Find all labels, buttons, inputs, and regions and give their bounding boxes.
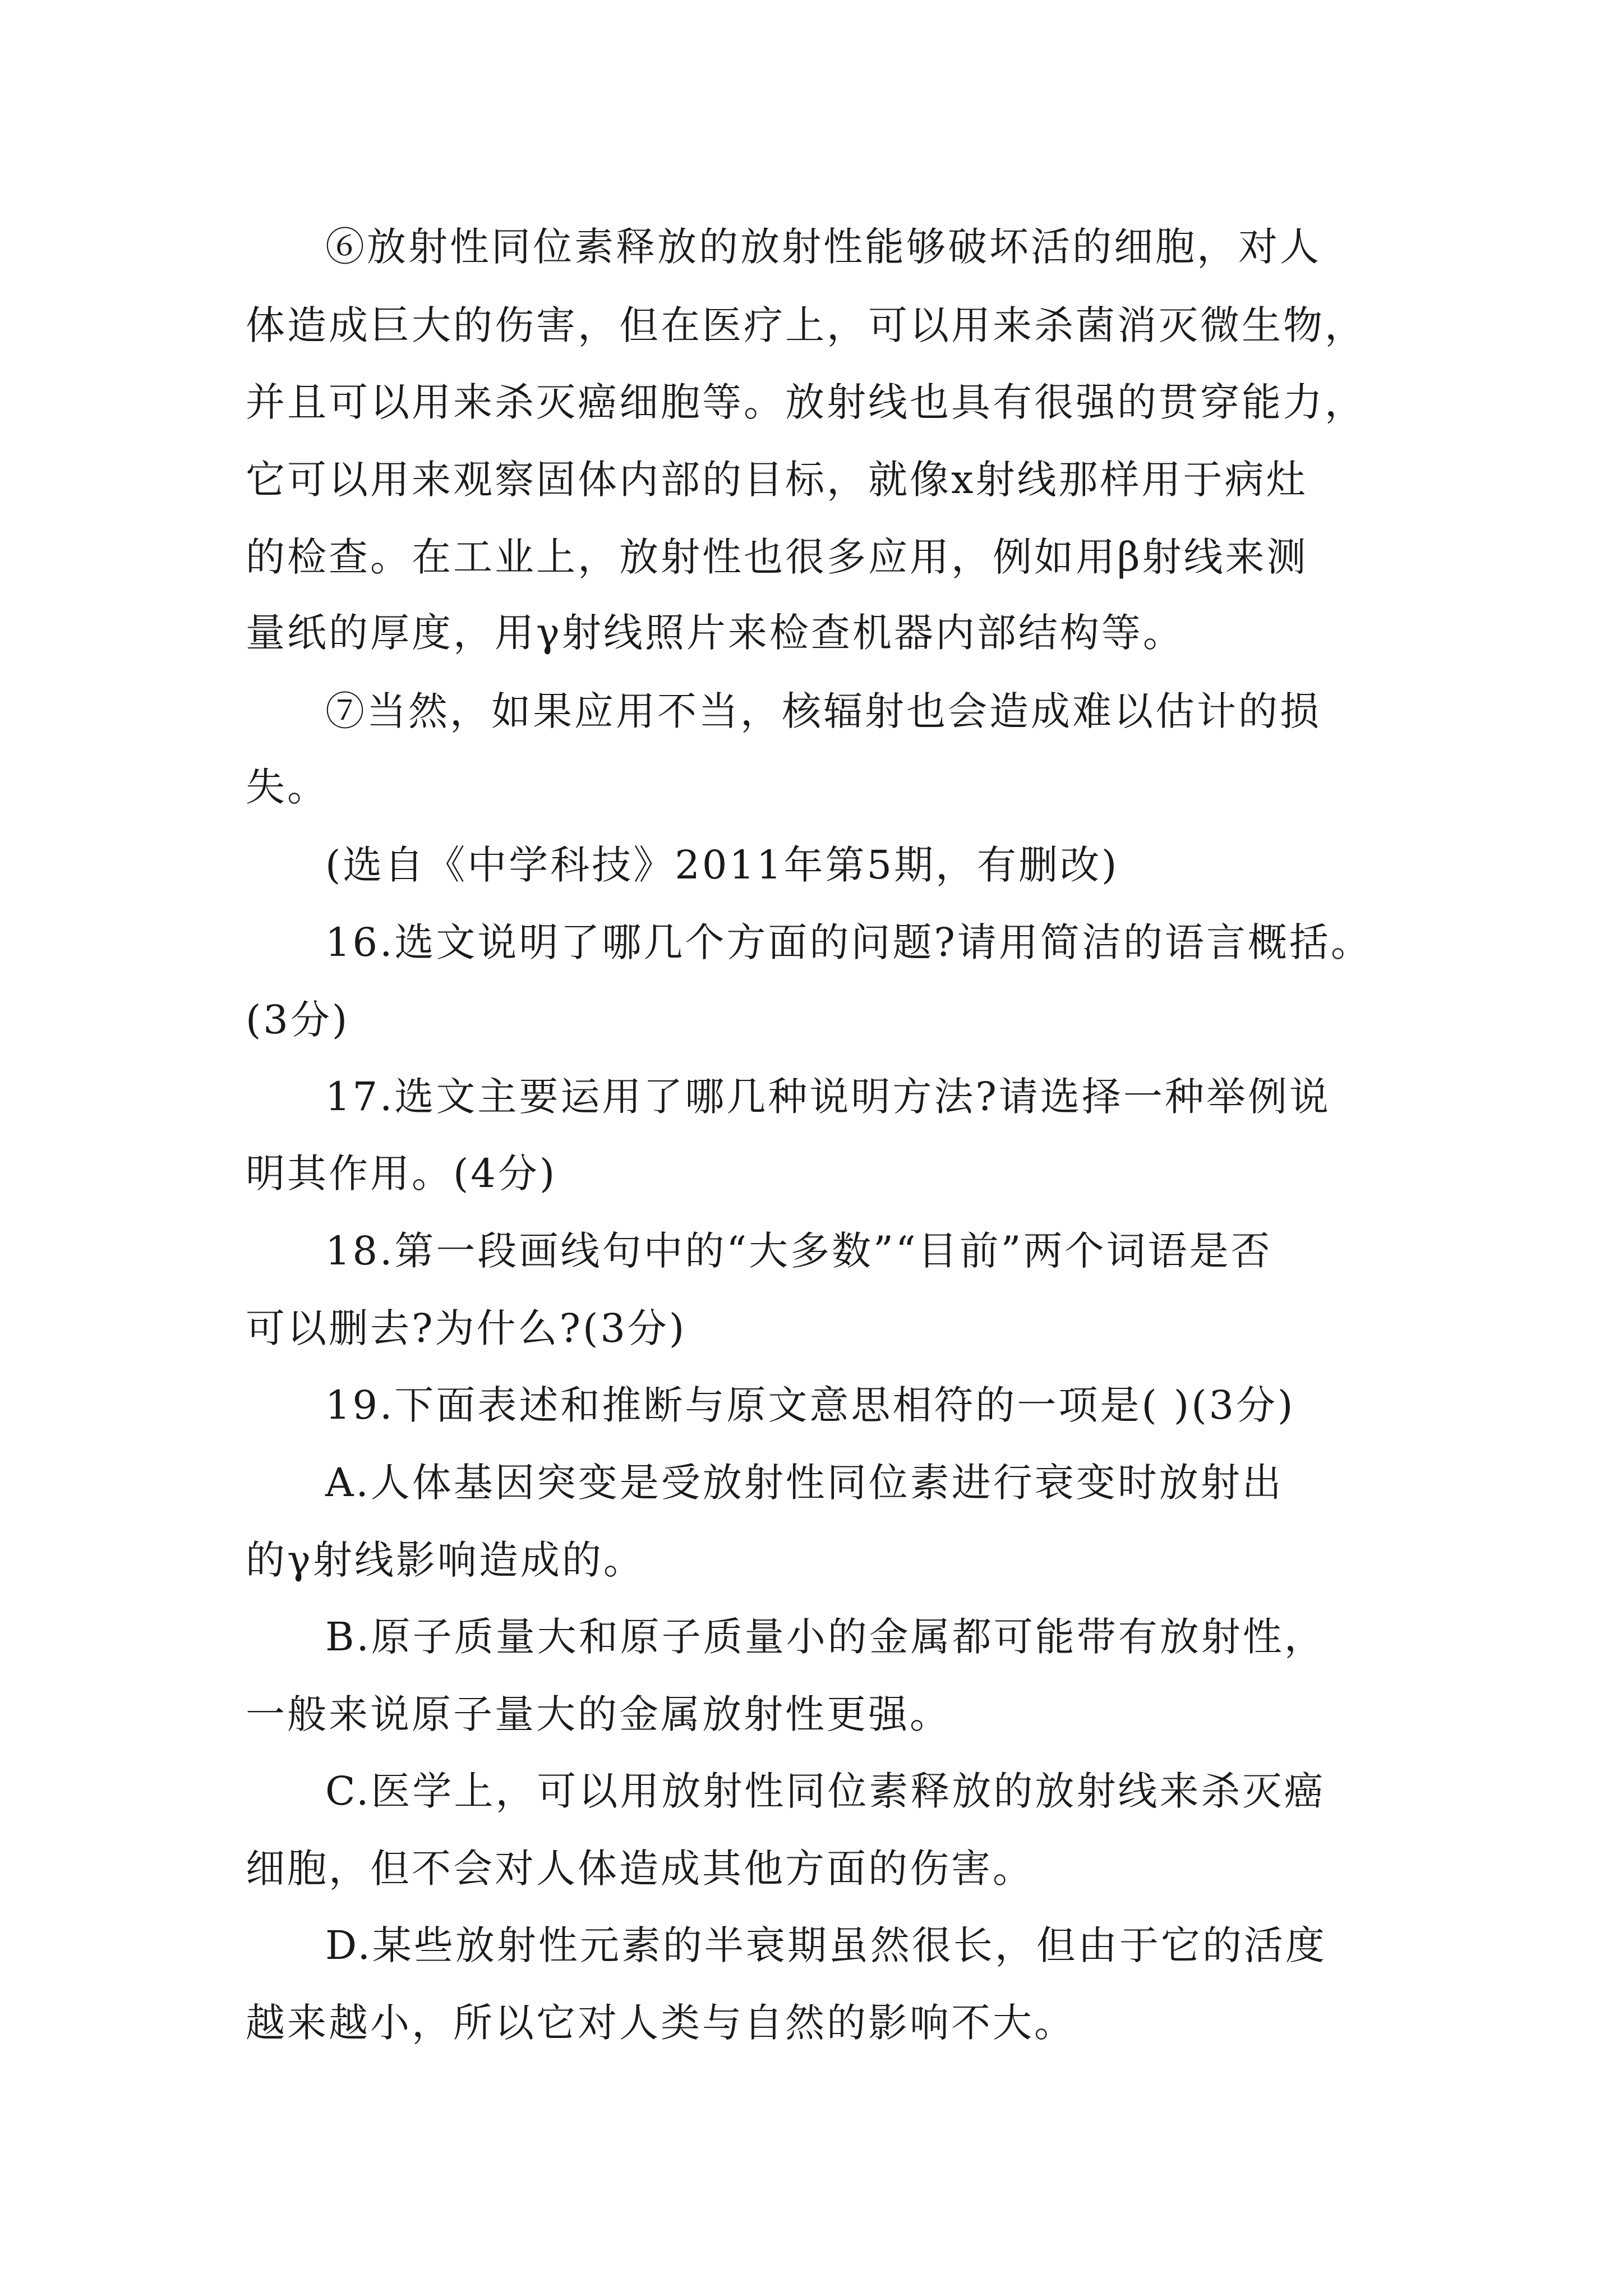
paragraph-6-line-5: 的检查。在工业上，放射性也很多应用，例如用β射线来测	[246, 534, 1308, 580]
paragraph-7-line-1: ⑦当然，如果应用不当，核辐射也会造成难以估计的损	[325, 688, 1321, 734]
paragraph-7-line-2: 失。	[246, 764, 329, 810]
paragraph-6-line-2: 体造成巨大的伤害，但在医疗上，可以用来杀菌消灭微生物，	[246, 302, 1366, 348]
paragraph-6-line-6: 量纸的厚度，用γ射线照片来检查机器内部结构等。	[246, 610, 1184, 656]
question-17-line-2: 明其作用。(4分)	[246, 1151, 557, 1197]
paragraph-6-line-4: 它可以用来观察固体内部的目标，就像x射线那样用于病灶	[246, 457, 1308, 503]
question-16-line-1: 16.选文说明了哪几个方面的问题?请用简洁的语言概括。	[325, 919, 1372, 965]
option-a-line-1: A.人体基因突变是受放射性同位素进行衰变时放射出	[325, 1460, 1284, 1506]
option-c-line-2: 细胞，但不会对人体造成其他方面的伤害。	[246, 1846, 1034, 1892]
option-d-line-2: 越来越小，所以它对人类与自然的影响不大。	[246, 2000, 1076, 2046]
option-c-line-1: C.医学上，可以用放射性同位素释放的放射线来杀灭癌	[325, 1768, 1326, 1814]
option-b-line-2: 一般来说原子量大的金属放射性更强。	[246, 1691, 951, 1737]
question-17-line-1: 17.选文主要运用了哪几种说明方法?请选择一种举例说	[325, 1074, 1331, 1120]
paragraph-6-line-3: 并且可以用来杀灭癌细胞等。放射线也具有很强的贯穿能力，	[246, 379, 1366, 425]
question-18-line-2: 可以删去?为什么?(3分)	[246, 1305, 687, 1351]
paragraph-6-line-1: ⑥放射性同位素释放的放射性能够破坏活的细胞，对人	[325, 224, 1321, 270]
option-a-line-2: 的γ射线影响造成的。	[246, 1537, 645, 1583]
option-b-line-1: B.原子质量大和原子质量小的金属都可能带有放射性，	[325, 1614, 1326, 1660]
question-16-line-2: (3分)	[246, 997, 350, 1043]
question-19: 19.下面表述和推断与原文意思相符的一项是( )(3分)	[325, 1382, 1295, 1428]
option-d-line-1: D.某些放射性元素的半衰期虽然很长，但由于它的活度	[325, 1922, 1327, 1968]
source-citation: (选自《中学科技》2011年第5期，有删改)	[325, 842, 1119, 888]
question-18-line-1: 18.第一段画线句中的“大多数”“目前”两个词语是否	[325, 1228, 1272, 1274]
